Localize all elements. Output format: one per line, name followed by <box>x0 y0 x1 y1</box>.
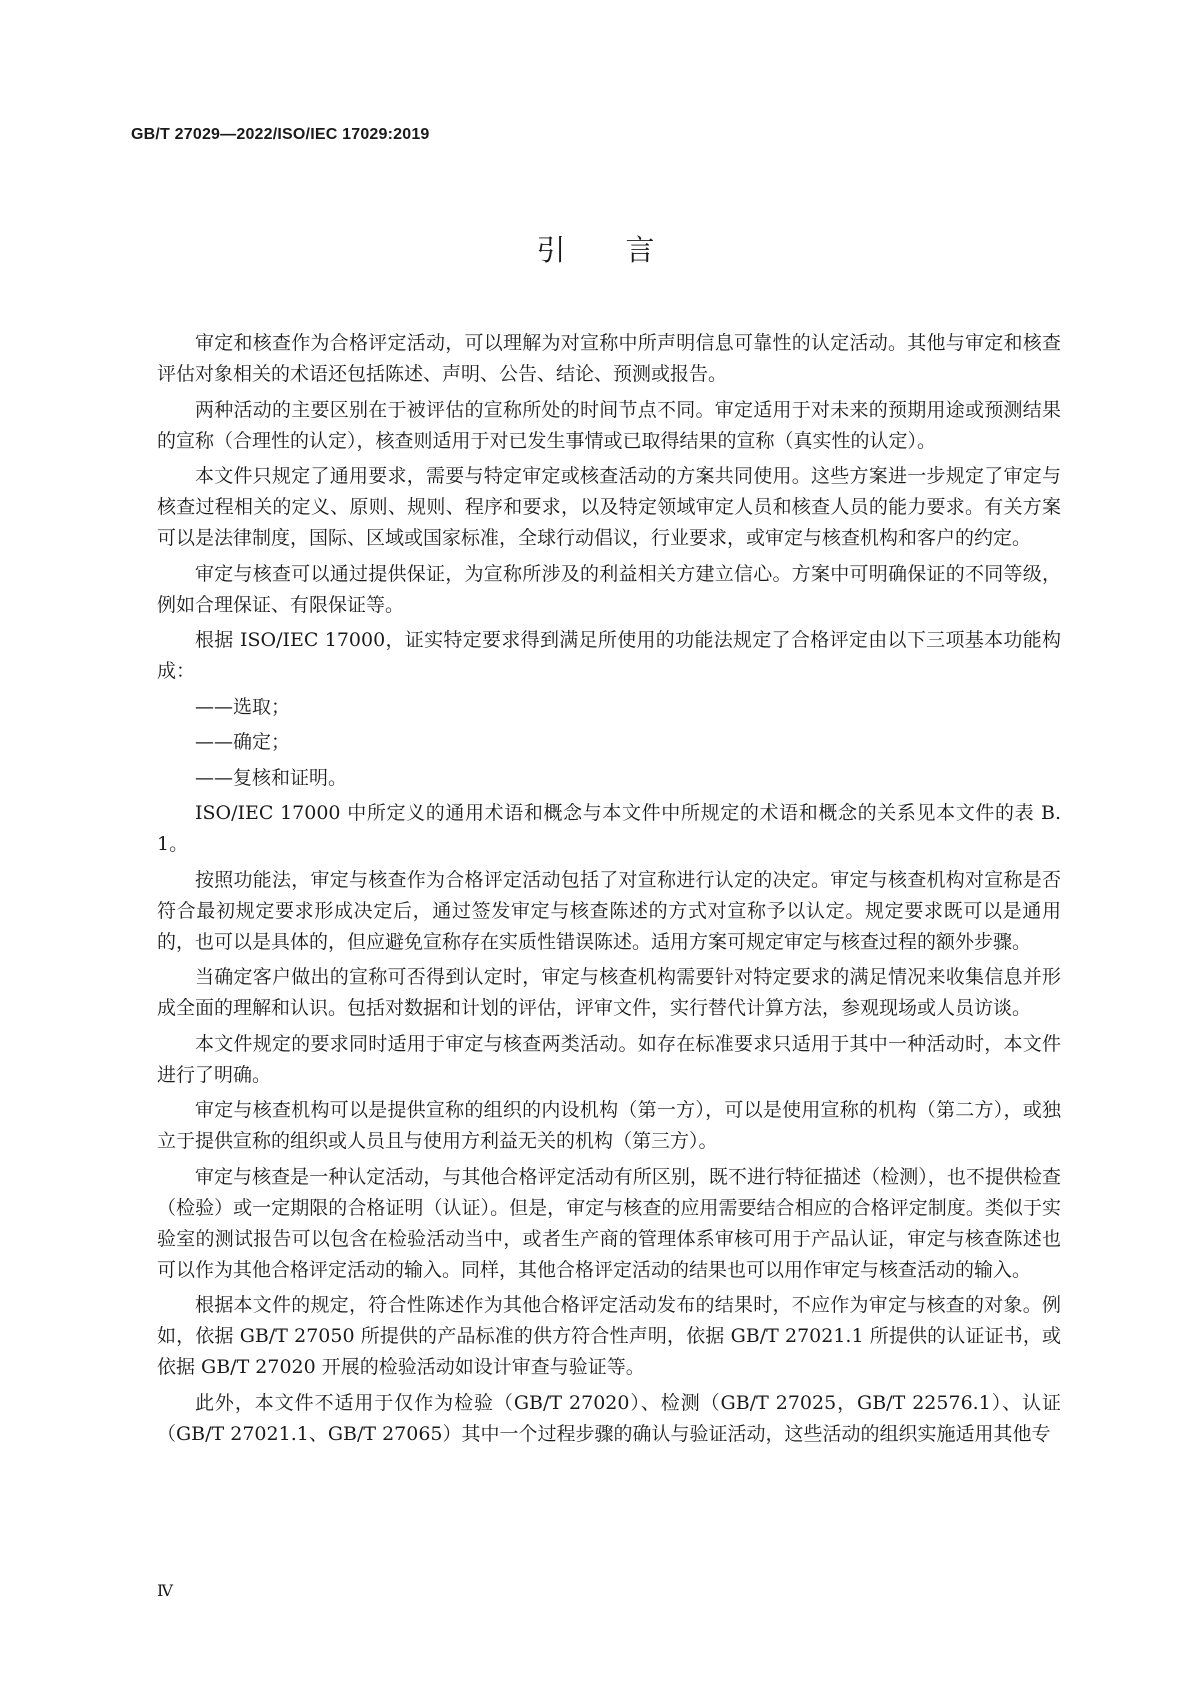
paragraph-1: 审定和核查作为合格评定活动，可以理解为对宣称中所声明信息可靠性的认定活动。其他与审定和核查评估对象相关的术语还包括陈述、声明、公告、结论、预测或报告。 <box>157 332 1061 385</box>
list-item-select: ——选取； <box>195 695 291 718</box>
body-text <box>157 328 1061 1454</box>
section-title: 引言 <box>536 233 715 267</box>
list-item-determine: ——确定； <box>195 731 291 753</box>
paragraph-2: 两种活动的主要区别在于被评估的宣称所处的时间节点不同。审定适用于对未来的预期用途或预测结果的宣称（合理性的认定），核查则适用于对已发生事情或已取得结果的宣称（真实性的认定）。 <box>157 398 1061 452</box>
paragraph-10: 审定与核查机构可以是提供宣称的组织的内设机构（第一方），可以是使用宣称的机构（第二方），或独立于提供宣称的组织或人员且与使用方利益无关的机构（第三方）。 <box>157 1099 1061 1152</box>
paragraph-6: ISO/IEC 17000 中所定义的通用术语和概念与本文件中所规定的术语和概念的关系见本文件的表 B.1。 <box>157 802 1061 855</box>
paragraph-8: 当确定客户做出的宣称可否得到认定时，审定与核查机构需要针对特定要求的满足情况来收集信息并形成全面的理解和认识。包括对数据和计划的评估，评审文件，实行替代计算方法，参观现场或人员访谈。 <box>157 966 1061 1019</box>
paragraph-7: 按照功能法，审定与核查作为合格评定活动包括了对宣称进行认定的决定。审定与核查机构对宣称是否符合最初规定要求形成决定后，通过签发审定与核查陈述的方式对宣称予以认定。规定要求既可以是通用的，也可以是具体的，但应避免宣称存在实质性错误陈述。适用方案可规定审定与核查过程的额外步骤。 <box>157 868 1061 953</box>
page-number: Ⅳ <box>157 1581 173 1600</box>
list-item-review-attest: ——复核和证明。 <box>195 766 348 789</box>
paragraph-4: 审定与核查可以通过提供保证，为宣称所涉及的利益相关方建立信心。方案中可明确保证的不同等级，例如合理保证、有限保证等。 <box>157 562 1061 616</box>
paragraph-5: 根据 ISO/IEC 17000，证实特定要求得到满足所使用的功能法规定了合格评定由以下三项基本功能构成： <box>157 629 1061 682</box>
standard-code-header: GB/T 27029—2022/ISO/IEC 17029:2019 <box>131 126 430 143</box>
paragraph-3: 本文件只规定了通用要求，需要与特定审定或核查活动的方案共同使用。这些方案进一步规定了审定与核查过程相关的定义、原则、规则、程序和要求，以及特定领域审定人员和核查人员的能力要求。有关方案可以是法律制度，国际、区域或国家标准，全球行动倡议，行业要求，或审定与核查机构和客户的约定。 <box>157 465 1061 549</box>
paragraph-9: 本文件规定的要求同时适用于审定与核查两类活动。如存在标准要求只适用于其中一种活动时，本文件进行了明确。 <box>157 1032 1061 1086</box>
paragraph-13: 此外，本文件不适用于仅作为检验（GB/T 27020）、检测（GB/T 27025，GB/T 22576.1）、认证（GB/T 27021.1、GB/T 27065）其中一个过程步骤的确认与验证活动，这些活动的组织实施适用其他专 <box>157 1391 1061 1445</box>
paragraph-12: 根据本文件的规定，符合性陈述作为其他合格评定活动发布的结果时，不应作为审定与核查的对象。例如，依据 GB/T 27050 所提供的产品标准的供方符合性声明，依据 GB/T 27021.1 所提供的认证证书，或依据 GB/T 27020 开展的检验活动如设计审查与验证等。 <box>157 1294 1061 1378</box>
paragraph-11: 审定与核查是一种认定活动，与其他合格评定活动有所区别，既不进行特征描述（检测），也不提供检查（检验）或一定期限的合格证明（认证）。但是，审定与核查的应用需要结合相应的合格评定制度。类似于实验室的测试报告可以包含在检验活动当中，或者生产商的管理体系审核可用于产品认证，审定与核查陈述也可以作为其他合格评定活动的输入。同样，其他合格评定活动的结果也可以用作审定与核查活动的输入。 <box>157 1165 1061 1281</box>
